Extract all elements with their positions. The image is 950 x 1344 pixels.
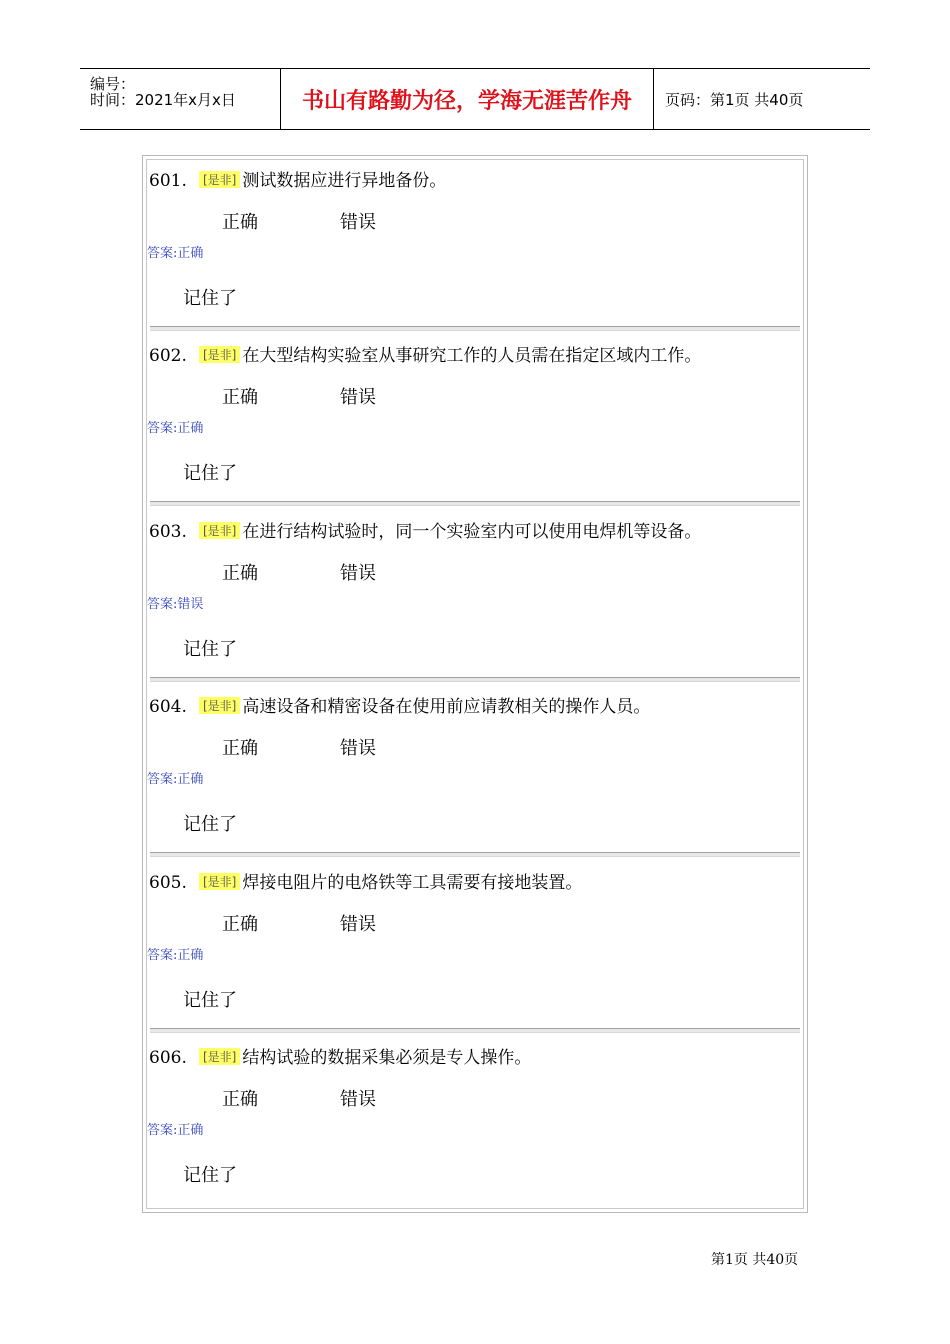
question-item [147,862,803,1033]
option-true[interactable]: 正确 [222,212,258,233]
question-divider [150,326,800,331]
question-number: 606. [149,1048,187,1068]
question-line [149,868,582,893]
option-true[interactable]: 正确 [222,1089,258,1110]
question-line [149,166,446,191]
question-type-tag: [是非] [199,697,240,714]
question-text: 在进行结构试验时，同一个实验室内可以使用电焊机等设备。 [242,522,702,542]
question-type-tag: [是非] [199,346,240,363]
document-header [80,68,870,130]
answer-text: 答案:正确 [147,421,204,436]
question-line [149,692,650,717]
remember-button[interactable]: 记住了 [183,288,237,309]
question-item [147,511,803,682]
question-text: 焊接电阻片的电烙铁等工具需要有接地装置。 [242,873,583,893]
question-item [147,335,803,506]
question-text: 高速设备和精密设备在使用前应请教相关的操作人员。 [242,697,651,717]
question-type-tag: [是非] [199,522,240,539]
option-true[interactable]: 正确 [222,387,258,408]
remember-button[interactable]: 记住了 [183,463,237,484]
code-label: 编号： [90,75,136,93]
option-false[interactable]: 错误 [340,914,376,935]
question-line [149,1043,531,1068]
question-divider [150,677,800,682]
question-divider [150,501,800,506]
option-true[interactable]: 正确 [222,914,258,935]
option-true[interactable]: 正确 [222,738,258,759]
date-label: 时间：2021年x月x日 [90,91,236,109]
answer-text: 答案:错误 [147,597,204,612]
question-divider [150,852,800,857]
question-text: 结构试验的数据采集必须是专人操作。 [242,1048,532,1068]
option-false[interactable]: 错误 [340,212,376,233]
answer-text: 答案:正确 [147,948,204,963]
header-motto: 书山有路勤为径，学海无涯苦作舟 [281,69,654,129]
question-line [149,341,701,366]
question-list [146,159,804,1209]
question-item [147,1037,803,1208]
question-type-tag: [是非] [199,1048,240,1065]
page-footer: 第1页 共40页 [711,1252,799,1268]
option-false[interactable]: 错误 [340,1089,376,1110]
question-list-frame [142,155,808,1213]
question-divider [150,1028,800,1033]
question-number: 603. [149,522,187,542]
remember-button[interactable]: 记住了 [183,990,237,1011]
question-item [147,160,803,331]
remember-button[interactable]: 记住了 [183,814,237,835]
answer-text: 答案:正确 [147,1123,204,1138]
answer-text: 答案:正确 [147,246,204,261]
question-number: 604. [149,697,187,717]
answer-text: 答案:正确 [147,772,204,787]
question-item [147,686,803,857]
question-line [149,517,701,542]
option-true[interactable]: 正确 [222,563,258,584]
question-text: 在大型结构实验室从事研究工作的人员需在指定区域内工作。 [242,346,702,366]
question-type-tag: [是非] [199,873,240,890]
header-page-info: 页码：第1页 共40页 [665,90,804,109]
question-type-tag: [是非] [199,171,240,188]
question-text: 测试数据应进行异地备份。 [242,171,447,191]
option-false[interactable]: 错误 [340,738,376,759]
question-number: 605. [149,873,187,893]
question-number: 602. [149,346,187,366]
remember-button[interactable]: 记住了 [183,1165,237,1186]
option-false[interactable]: 错误 [340,563,376,584]
option-false[interactable]: 错误 [340,387,376,408]
question-number: 601. [149,171,187,191]
header-meta [80,69,281,129]
remember-button[interactable]: 记住了 [183,639,237,660]
